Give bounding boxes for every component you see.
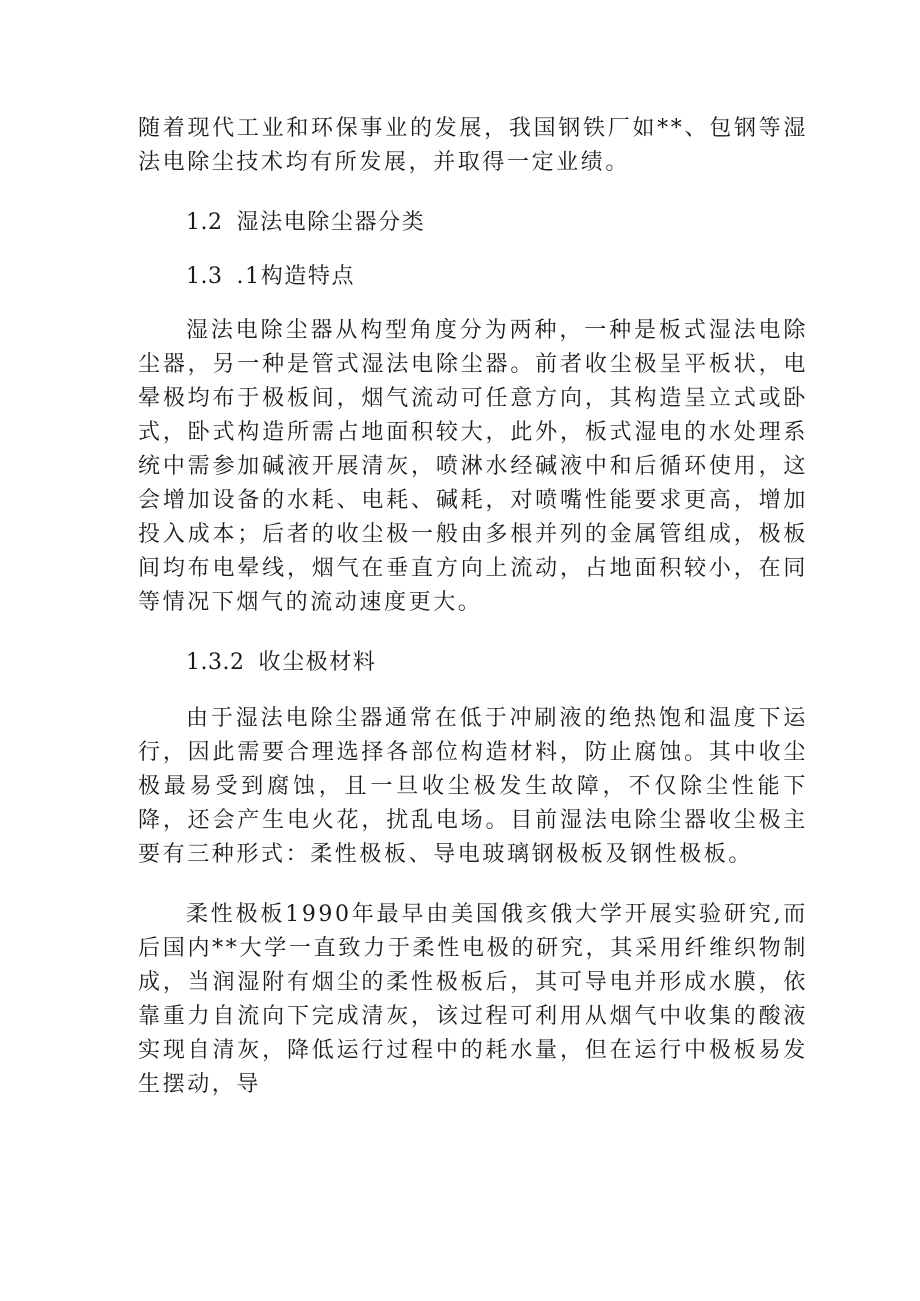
paragraph-structure: 湿法电除尘器从构型角度分为两种，一种是板式湿法电除尘器，另一种是管式湿法电除尘器。前者收尘极呈平板状，电晕极均布于极板间，烟气流动可任意方向，其构造呈立式或卧式，卧式构造所需占地面积较大，此外，板式湿电的水处理系统中需参加碱液开展清灰，喷淋水经碱液中和后循环使用，这会增加设备的水耗、电耗、碱耗，对喷嘴性能要求更高，增加投入成本；后者的收尘极一般由多根并列的金属管组成，极板间均布电晕线，烟气在垂直方向上流动，占地面积较小，在同等情况下烟气的流动速度更大。 bbox=[138, 318, 808, 615]
paragraph-flexible-plate: 柔性极板1990年最早由美国俄亥俄大学开展实验研究,而后国内**大学一直致力于柔性电极的研究，其采用纤维织物制成，当润湿附有烟尘的柔性极板后，其可导电并形成水膜，依靠重力自流向下完成清灰，该过程可利用从烟气中收集的酸液实现自清灰，降低运行过程中的耗水量，但在运行中极板易发生摆动，导 bbox=[138, 902, 808, 1097]
section-title: .1构造特点 bbox=[236, 264, 356, 289]
section-number: 1.3.2 bbox=[186, 650, 245, 675]
section-heading-1-2 bbox=[138, 206, 808, 240]
section-number: 1.3 bbox=[186, 264, 223, 289]
section-heading-1-3 bbox=[138, 260, 808, 294]
paragraph-collector-material: 由于湿法电除尘器通常在低于冲刷液的绝热饱和温度下运行，因此需要合理选择各部位构造材料，防止腐蚀。其中收尘极最易受到腐蚀，且一旦收尘极发生故障，不仅除尘性能下降，还会产生电火花，扰乱电场。目前湿法电除尘器收尘极主要有三种形式：柔性极板、导电玻璃钢极板及钢性极板。 bbox=[138, 706, 808, 867]
section-number: 1.2 bbox=[186, 210, 223, 235]
paragraph-intro: 随着现代工业和环保事业的发展，我国钢铁厂如**、包钢等湿法电除尘技术均有所发展，并取得一定业绩。 bbox=[138, 116, 808, 175]
document-body bbox=[138, 112, 808, 1102]
section-heading-1-3-2 bbox=[138, 646, 808, 680]
section-title: 收尘极材料 bbox=[258, 650, 377, 675]
section-title: 湿法电除尘器分类 bbox=[236, 210, 426, 235]
